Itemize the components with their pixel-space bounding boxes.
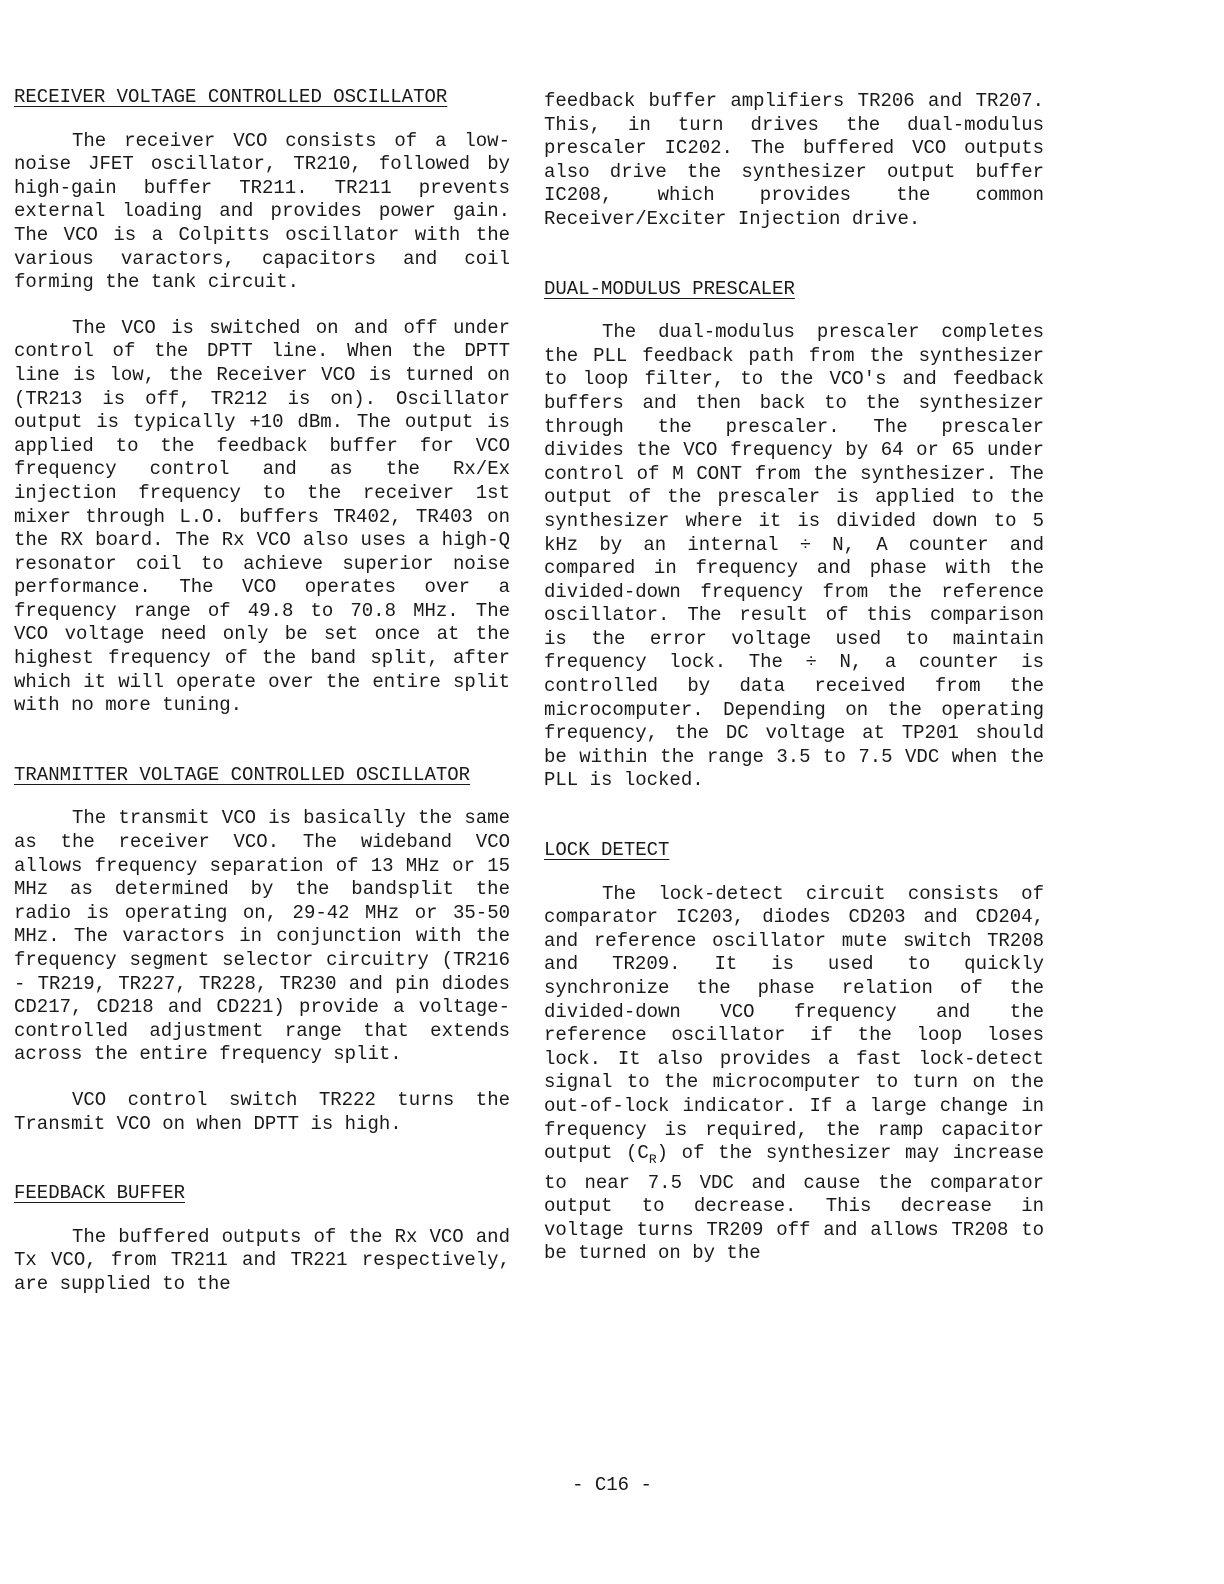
section-heading-lock-detect: LOCK DETECT [544,839,670,862]
right-column [544,90,1044,1266]
section-heading-feedback-buffer: FEEDBACK BUFFER [14,1182,186,1205]
transmitter-vco-paragraph-2: VCO control switch TR222 turns the Transmit VCO on when DPTT is high. [14,1088,510,1135]
lock-detect-text-start: The lock-detect circuit consists of comparator IC203, diodes CD203 and CD204, and reference oscillator mute switch TR208 and TR209. It is used to quickly synchronize the phase relation of the divided-down VCO frequency and the reference oscillator if the loop loses lock. It also provides a fast lock-detect signal to the microcomputer to turn on the out-of-lock indicator. If a large change in frequency is required, the ramp capacitor output (C [544,882,1044,1165]
receiver-vco-paragraph-2: The VCO is switched on and off under control of the DPTT line. When the DPTT line is low, the Receiver VCO is turned on (TR213 is off, TR212 is on). Oscillator output is typically +10 dBm. The output is applied to the feedback buffer for VCO frequency control and as the Rx/Ex injection frequency to the receiver 1st mixer through L.O. buffers TR402, TR403 on the RX board. The Rx VCO also uses a high-Q resonator coil to achieve superior noise performance. The VCO operates over a frequency range of 49.8 to 70.8 MHz. The VCO voltage need only be set once at the highest frequency of the band split, after which it will operate over the entire split with no more tuning. [14,316,510,717]
lock-detect-paragraph-1 [544,883,1044,1266]
prescaler-paragraph-1: The dual-modulus prescaler completes the PLL feedback path from the synthesizer to loop filter, to the VCO's and feedback buffers and then back to the synthesizer through the prescaler. The prescaler divides the VCO frequency by 64 or 65 under control of M CONT from the synthesizer. The output of the prescaler is applied to the synthesizer where it is divided down to 5 kHz by an internal ÷ N, A counter and compared in frequency and phase with the divided-down frequency from the reference oscillator. The result of this comparison is the error voltage used to maintain frequency lock. The ÷ N, a counter is controlled by data received from the microcomputer. Depending on the operating frequency, the DC voltage at TP201 should be within the range 3.5 to 7.5 VDC when the PLL is locked. [544,321,1044,792]
receiver-vco-paragraph-1: The receiver VCO consists of a low-noise JFET oscillator, TR210, followed by high-gain buffer TR211. TR211 prevents external loading and provides power gain. The VCO is a Colpitts oscillator with the various varactors, capacitors and coil forming the tank circuit. [14,129,510,294]
feedback-buffer-continuation: feedback buffer amplifiers TR206 and TR207. This, in turn drives the dual-modulus prescaler IC202. The buffered VCO outputs also drive the synthesizer output buffer IC208, which provides the common Receiver/Exciter Injection drive. [544,90,1044,230]
page-number: - C16 - [572,1474,652,1496]
lock-detect-text-end: ) of the synthesizer may increase to near 7.5 VDC and cause the comparator output to decrease. This decrease in voltage turns TR209 off and allows TR208 to be turned on by the [544,1142,1044,1265]
section-heading-receiver-vco: RECEIVER VOLTAGE CONTROLLED OSCILLATOR [14,86,448,108]
section-heading-transmitter-vco: TRANMITTER VOLTAGE CONTROLLED OSCILLATOR [14,763,471,786]
feedback-buffer-paragraph-1: The buffered outputs of the Rx VCO and Tx VCO, from TR211 and TR221 respectively, are supplied to the [14,1225,510,1295]
section-heading-dual-modulus-prescaler: DUAL-MODULUS PRESCALER [544,277,795,300]
transmitter-vco-paragraph-1: The transmit VCO is basically the same as the receiver VCO. The wideband VCO allows frequency separation of 13 MHz or 15 MHz as determined by the bandsplit the radio is operating on, 29-42 MHz or 35-50 MHz. The varactors in conjunction with the frequency segment selector circuitry (TR216 - TR219, TR227, TR228, TR230 and pin diodes CD217, CD218 and CD221) provide a voltage-controlled adjustment range that extends across the entire frequency split. [14,807,510,1066]
capacitor-subscript: R [648,1151,657,1167]
left-column [14,86,510,1297]
